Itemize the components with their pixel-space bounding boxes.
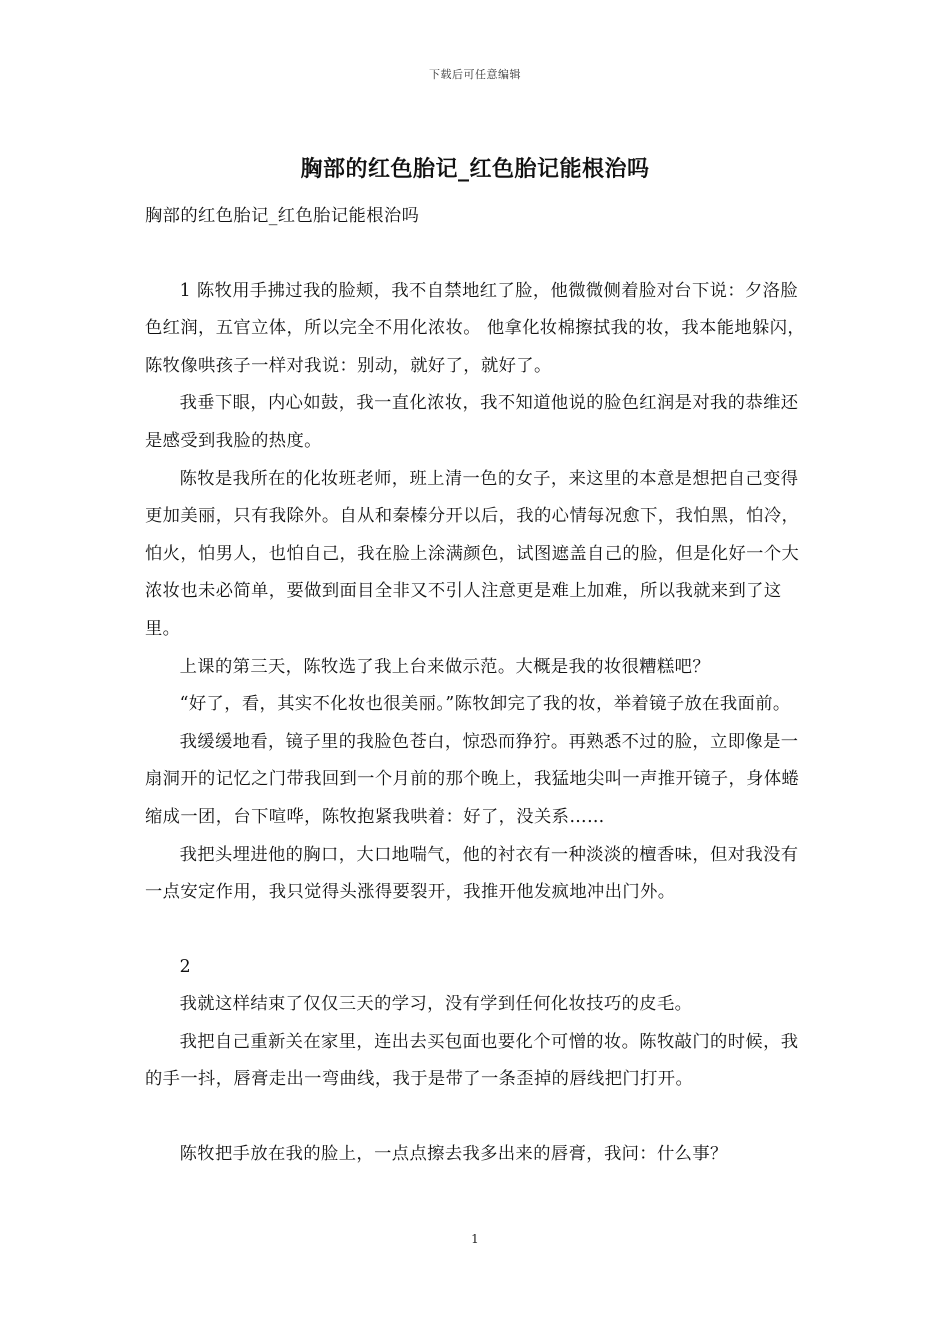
page-number: 1 — [471, 1232, 479, 1246]
blank-line — [145, 1099, 809, 1136]
paragraph-5: “好了，看，其实不化妆也很美丽。”陈牧卸完了我的妆，举着镜子放在我面前。 — [179, 694, 791, 715]
document-title: 胸部的红色胎记_红色胎记能根治吗 — [300, 156, 650, 182]
subtitle-line: 胸部的红色胎记_红色胎记能根治吗 — [145, 206, 420, 226]
paragraph-3: 陈牧是我所在的化妆班老师，班上清一色的女子，来这里的本意是想把自己变得更加美丽，只有我除外。自从和秦榛分开以后，我的心情每况愈下，我怕黑，怕冷，怕火，怕男人，也怕自己，我在脸上涂满颜色，试图遮盖自己的脸，但是化好一个大浓妆也未必简单，要做到面目全非又不引人注意更是难上加难，所以我就来到了这里。 — [145, 468, 800, 639]
section-number: 2 — [179, 956, 191, 977]
paragraph-1: 1 陈牧用手拂过我的脸颊，我不自禁地红了脸，他微微侧着脸对台下说：夕洛脸色红润，五官立体，所以完全不用化浓妆。 他拿化妆棉擦拭我的妆，我本能地躲闪，陈牧像哄孩子一样对我说：别动，就好了，就好了。 — [145, 280, 806, 376]
blank-line — [145, 912, 809, 949]
paragraph-7: 我把头埋进他的胸口，大口地喘气，他的衬衣有一种淡淡的檀香味，但对我没有一点安定作用，我只觉得头涨得要裂开，我推开他发疯地冲出门外。 — [145, 844, 799, 903]
document-body — [145, 198, 809, 1174]
blank-line — [145, 236, 809, 273]
paragraph-8: 我就这样结束了仅仅三天的学习，没有学到任何化妆技巧的皮毛。 — [179, 994, 693, 1015]
header-note: 下载后可任意编辑 — [429, 68, 521, 81]
paragraph-10: 陈牧把手放在我的脸上，一点点擦去我多出来的唇膏，我问：什么事？ — [179, 1144, 728, 1165]
paragraph-4: 上课的第三天，陈牧选了我上台来做示范。大概是我的妆很糟糕吧？ — [179, 656, 711, 677]
paragraph-2: 我垂下眼，内心如鼓，我一直化浓妆，我不知道他说的脸色红润是对我的恭维还是感受到我脸的热度。 — [145, 393, 799, 451]
paragraph-6: 我缓缓地看，镜子里的我脸色苍白，惊恐而狰狞。再熟悉不过的脸，立即像是一扇洞开的记忆之门带我回到一个月前的那个晚上，我猛地尖叫一声推开镜子，身体蜷缩成一团，台下喧哗，陈牧抱紧我哄着：好了，没关系…… — [145, 731, 800, 827]
paragraph-9: 我把自己重新关在家里，连出去买包面也要化个可憎的妆。陈牧敲门的时候，我的手一抖，唇膏走出一弯曲线，我于是带了一条歪掉的唇线把门打开。 — [145, 1031, 799, 1090]
